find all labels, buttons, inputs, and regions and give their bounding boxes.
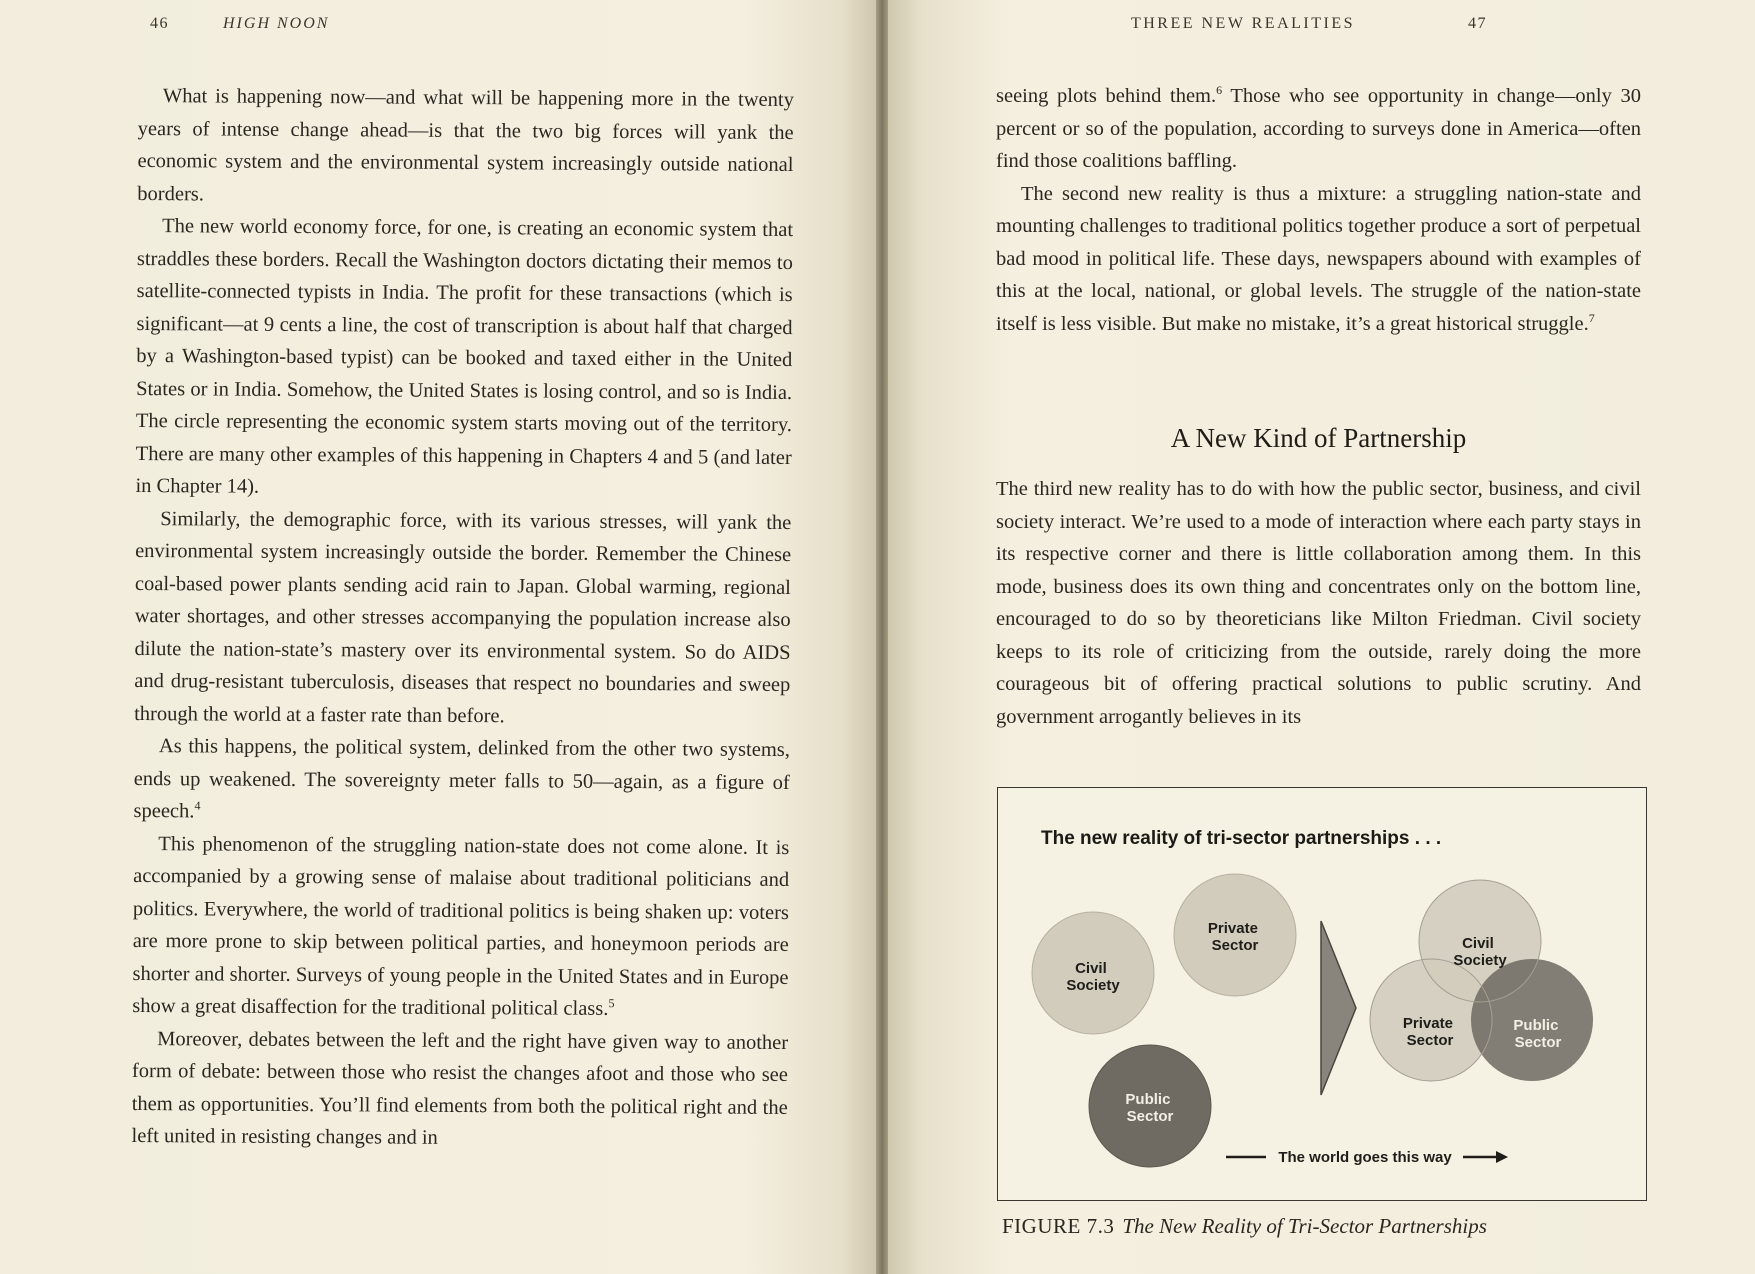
section-heading: A New Kind of Partnership	[1170, 423, 1467, 453]
venn-private-sector-label: Private Sector	[1402, 1015, 1454, 1049]
footnote-ref: 4	[194, 798, 201, 813]
arrow-right-icon	[1496, 1151, 1508, 1163]
left-page	[0, 0, 876, 1274]
venn-public-sector-label: Public Sector	[1513, 1017, 1562, 1051]
paragraph-text: The second new reality is thus a mixture: a struggling nation-state and mounting challenges to traditional politics together produce a sort of perpetual bad mood in political life. These days, newspapers abound with examples of this at the local, national, or global levels. The struggle of the nation-state itself is less visible. But make no mistake, it’s a great historical struggle.	[996, 182, 1641, 335]
right-text-block-top	[996, 80, 1641, 340]
figure-title: The new reality of tri-sector partnerships . . .	[1041, 828, 1442, 849]
left-text-block	[131, 80, 794, 1156]
right-page	[888, 0, 1755, 1274]
arrow-label: The world goes this way	[1278, 1149, 1452, 1166]
paragraph: Moreover, debates between the left and the right have given way to another form of debate: between those who resist the changes afoot and those who see them as opportunities. You’ll find elements from both the political right and the left united in resisting changes and in	[131, 1027, 789, 1149]
paragraph-text: seeing plots behind them.	[996, 85, 1217, 107]
book-gutter	[876, 0, 888, 1274]
tri-sector-diagram	[998, 788, 1646, 1200]
paragraph-text: As this happens, the political system, delinked from the other two systems, ends up weakened. The sovereignty meter falls to 50—again, as a figure of speech.	[133, 735, 790, 823]
figure-number: FIGURE 7.3	[1002, 1214, 1115, 1238]
right-page-number: 47	[1468, 15, 1487, 32]
paragraph	[996, 178, 1641, 341]
venn-civil-society-label: Civil Society	[1453, 935, 1507, 969]
paragraph	[133, 730, 790, 832]
paragraph: The third new reality has to do with how the public sector, business, and civil society interact. We’re used to a mode of interaction where each party stays in its respective corner and there is little collaboration among them. In this mode, business does its own thing and concentrates only on the bottom line, encouraged to do so by theoreticians like Milton Friedman. Civil society keeps to its role of criticizing from the outside, rarely doing the more courageous bit of offering practical solutions to public scrutiny. And government arrogantly believes in its	[996, 478, 1641, 728]
public-sector-label: Public Sector	[1125, 1091, 1174, 1125]
transition-chevron-icon	[1321, 921, 1356, 1095]
figure-caption-text: The New Reality of Tri-Sector Partnerships	[1122, 1214, 1487, 1238]
right-running-head: THREE NEW REALITIES	[1130, 15, 1355, 32]
footnote-ref: 5	[608, 996, 615, 1011]
paragraph	[132, 827, 789, 1026]
paragraph: Similarly, the demographic force, with its various stresses, will yank the environmental system increasingly outside the border. Remember the Chinese coal-based power plants sending acid rain to Japan. Global warming, regional water shortages, and other stresses accompanying the population increase also dilute the nation-state’s mastery over its environmental system. So do AIDS and drug-resistant tuberculosis, diseases that respect no boundaries and sweep through the world at a faster rate than before.	[134, 507, 792, 727]
footnote-ref: 7	[1588, 310, 1595, 325]
figure-caption	[1002, 1214, 1487, 1239]
left-page-number: 46	[150, 15, 169, 32]
paragraph: What is happening now—and what will be happening more in the twenty years of intense change ahead—is that the two big forces will yank the economic system and the environmental system increasingly outside national borders.	[137, 85, 794, 205]
right-text-block-bottom	[996, 473, 1641, 733]
footnote-ref: 6	[1216, 83, 1223, 98]
figure-box	[997, 787, 1647, 1201]
left-running-head: HIGH NOON	[223, 15, 330, 32]
paragraph: The new world economy force, for one, is creating an economic system that straddles these borders. Recall the Washington doctors dictating their memos to satellite-connected typists in India. The profit for these transactions (which is significant—at 9 cents a line, the cost of transcription is about half that charged by a Washington-based typist) can be booked and taxed either in the United States or in India. Somehow, the United States is losing control, and so is India. The circle representing the economic system starts moving out of the territory. There are many other examples of this happening in Chapters 4 and 5 (and later in Chapter 14).	[135, 215, 794, 498]
paragraph	[996, 80, 1641, 178]
private-sector-label: Private Sector	[1207, 920, 1259, 954]
civil-society-label: Civil Society	[1066, 960, 1120, 994]
paragraph-text: Those who see opportunity in change—only 30 percent or so of the population, according to surveys done in America—often find those coalitions baffling.	[996, 85, 1641, 172]
paragraph-text: This phenomenon of the struggling nation-state does not come alone. It is accompanied by a growing sense of malaise about traditional politicians and politics. Everywhere, the world of traditional politics is being shaken up: voters are more prone to skip between political parties, and honeymoon periods are shorter and shorter. Surveys of young people in the United States and in Europe show a great disaffection for the traditional political class.	[132, 832, 790, 1020]
